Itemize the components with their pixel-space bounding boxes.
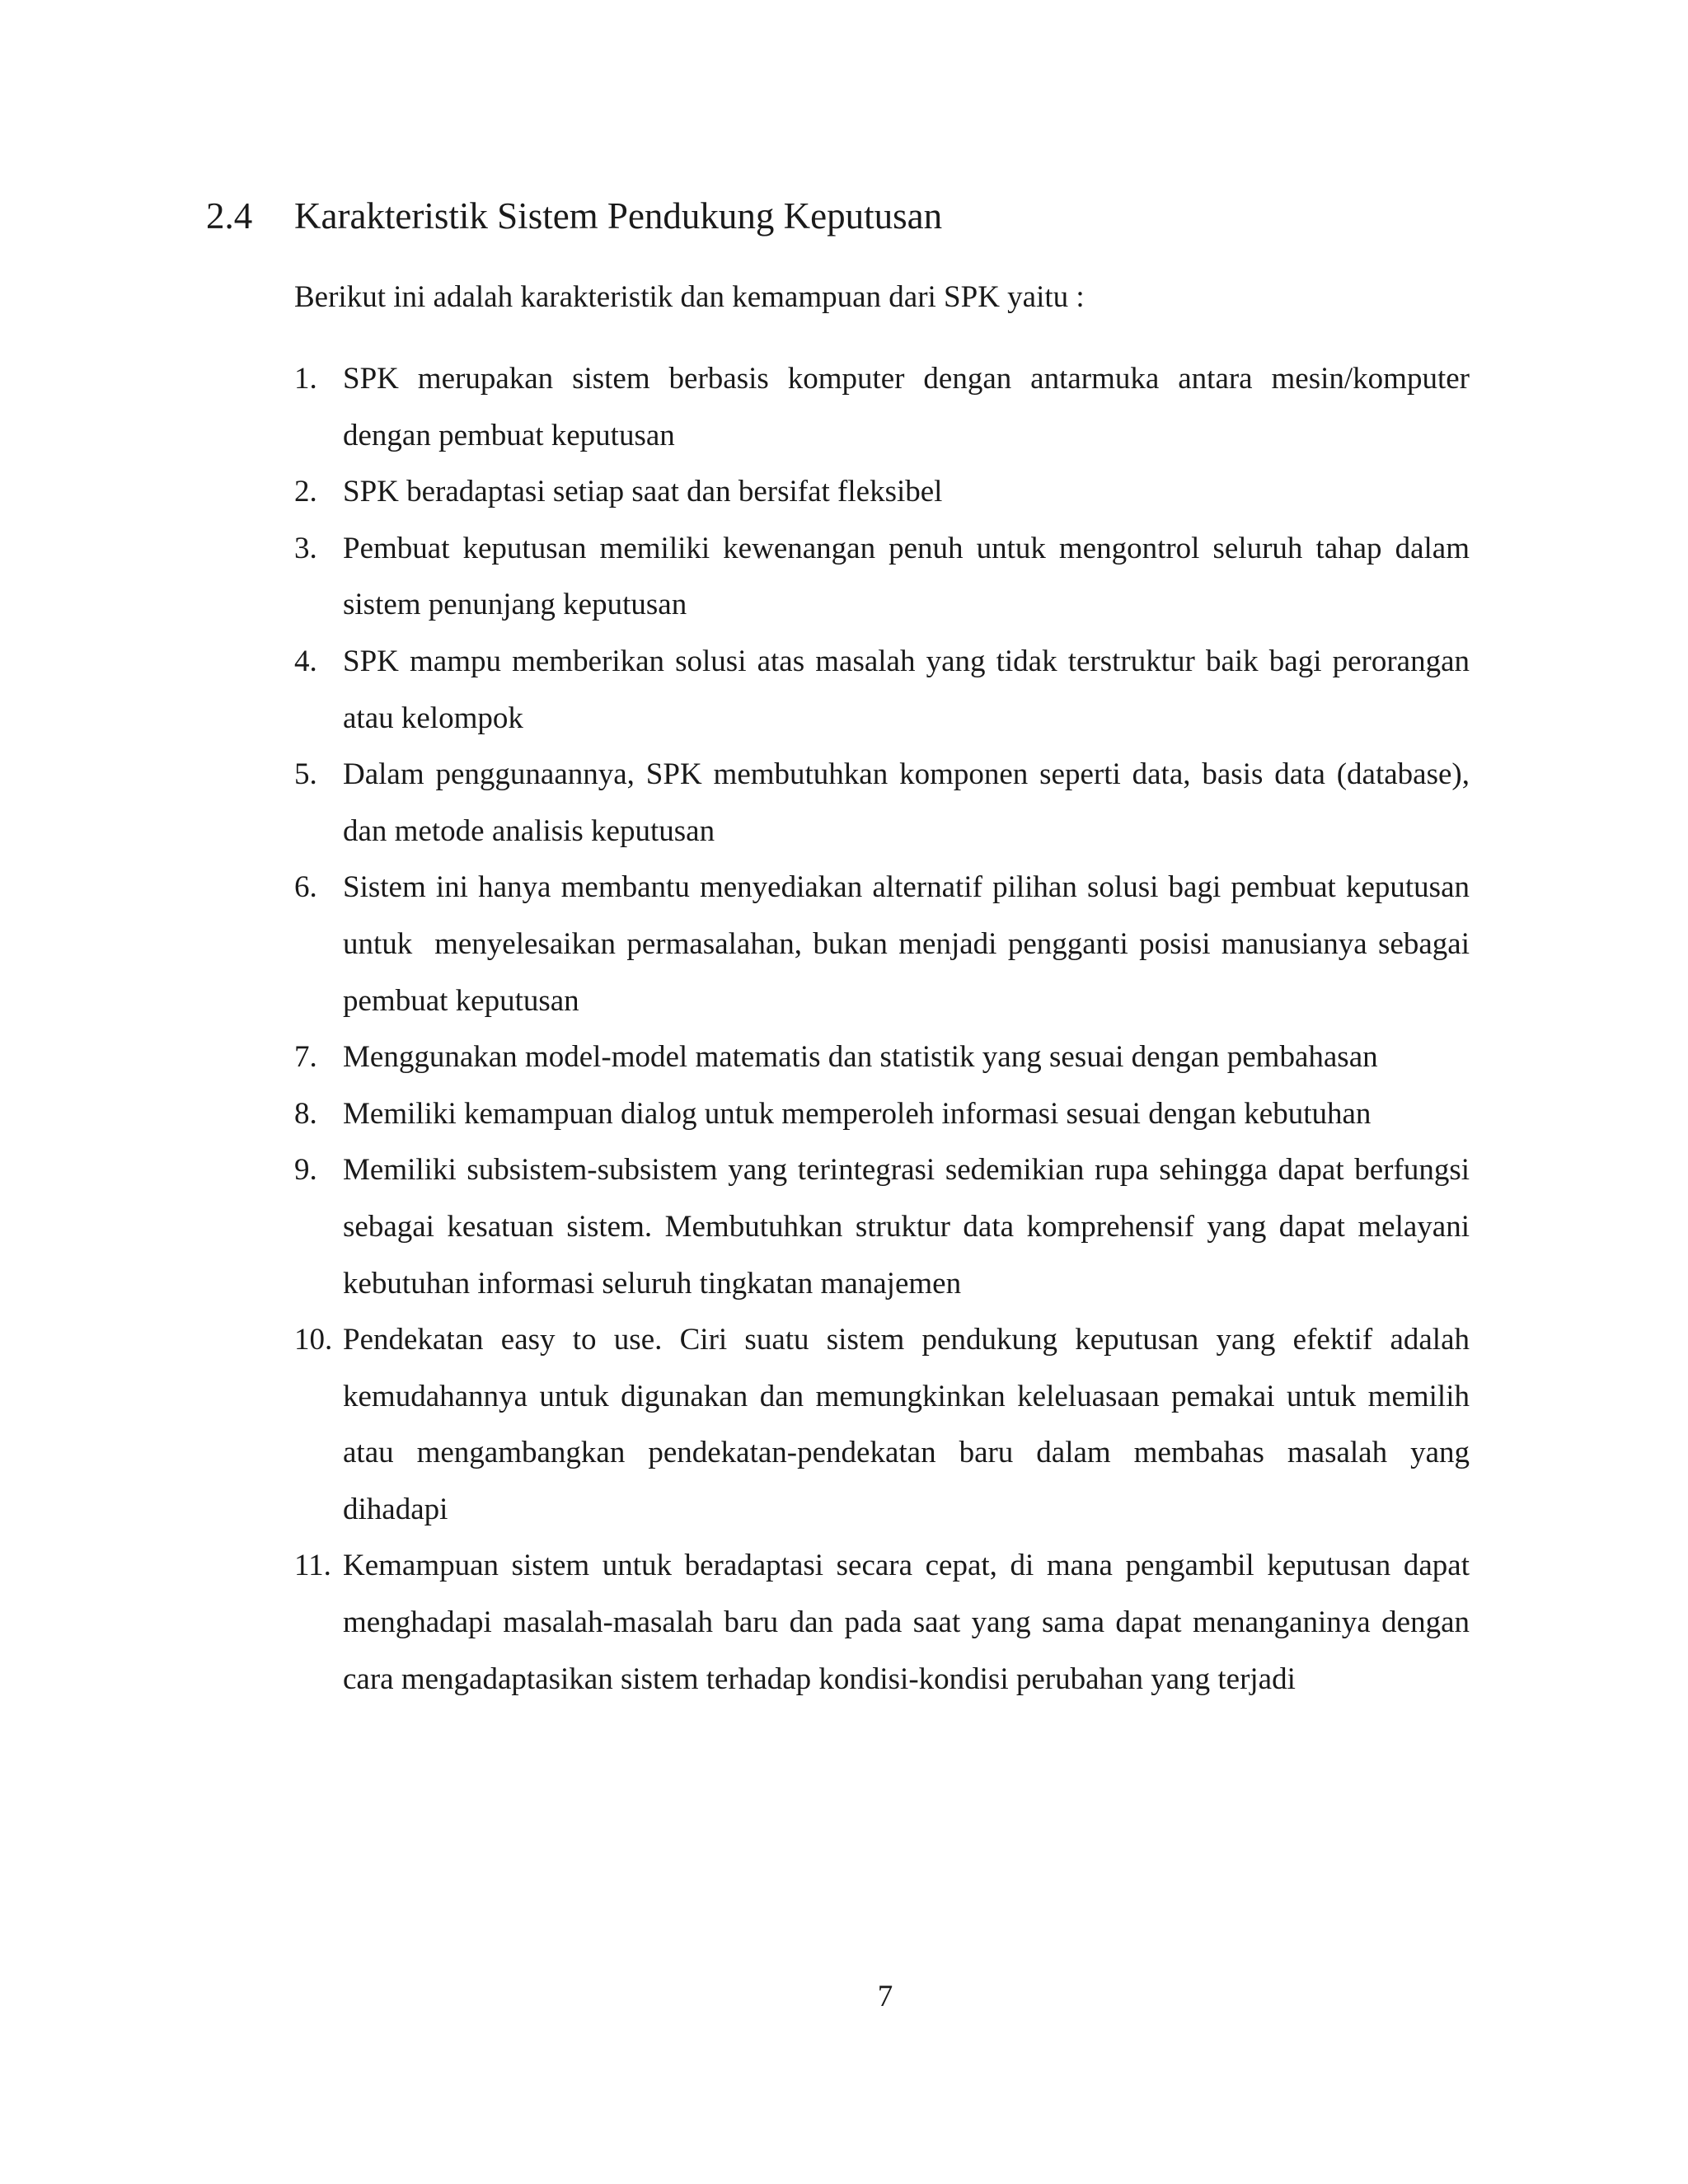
section-number: 2.4 (206, 195, 253, 237)
list-item (294, 1086, 1470, 1143)
list-item (294, 1142, 1470, 1312)
list-item (294, 860, 1478, 1029)
list-item-number: 10. (294, 1323, 333, 1357)
list-item (294, 1538, 1470, 1708)
list-item-text: Memiliki subsistem-subsistem yang terintegrasi sedemikian rupa sehingga dapat berfungsi sebagai kesatuan sistem. Membutuhkan struktur data komprehensif yang dapat melayani kebutuhan informasi seluruh tingkatan manajemen (343, 1153, 1470, 1301)
list-item-number: 2. (294, 475, 317, 509)
list-item (294, 464, 1470, 521)
list-item-text: Sistem ini hanya membantu menyediakan alternatif pilihan solusi bagi pembuat keputusan untuk menyelesaikan permasalahan, bukan menjadi pengganti posisi manusianya sebagai pembuat keputusan (343, 870, 1478, 1018)
list-item-number: 8. (294, 1096, 317, 1131)
list-item-text: SPK beradaptasi setiap saat dan bersifat fleksibel (343, 475, 943, 509)
section-heading (206, 191, 942, 241)
list-item-number: 4. (294, 644, 317, 678)
list-item-text: Pembuat keputusan memiliki kewenangan penuh untuk mengontrol seluruh tahap dalam sistem penunjang keputusan (343, 531, 1470, 622)
list-item (294, 521, 1470, 634)
list-item (294, 634, 1470, 747)
section-title: Karakteristik Sistem Pendukung Keputusan (294, 195, 943, 237)
list-item-number: 11. (294, 1549, 331, 1583)
list-item-text: Memiliki kemampuan dialog untuk memperoleh informasi sesuai dengan kebutuhan (343, 1096, 1372, 1131)
list-item-text: SPK merupakan sistem berbasis komputer dengan antarmuka antara mesin/komputer dengan pembuat keputusan (343, 362, 1470, 452)
list-item-text: Menggunakan model-model matematis dan statistik yang sesuai dengan pembahasan (343, 1040, 1378, 1075)
list-item-text: Dalam penggunaannya, SPK membutuhkan komponen seperti data, basis data (database), dan metode analisis keputusan (343, 757, 1470, 848)
characteristics-list (294, 351, 1478, 1708)
list-item-number: 1. (294, 362, 317, 396)
list-item-text: Kemampuan sistem untuk beradaptasi secara cepat, di mana pengambil keputusan dapat menghadapi masalah-masalah baru dan pada saat yang sama dapat menanganinya dengan cara mengadaptasikan sistem terhadap kondisi-kondisi perubahan yang terjadi (343, 1549, 1470, 1696)
list-item (294, 747, 1470, 860)
list-item-text: SPK mampu memberikan solusi atas masalah yang tidak terstruktur baik bagi perorangan atau kelompok (343, 644, 1470, 735)
list-item-number: 5. (294, 757, 317, 792)
page-number: 7 (877, 1980, 893, 2013)
list-item (294, 351, 1470, 464)
intro-paragraph: Berikut ini adalah karakteristik dan kemampuan dari SPK yaitu : (294, 280, 1085, 314)
list-item (294, 1029, 1470, 1086)
list-item-number: 3. (294, 531, 317, 565)
list-item (294, 1312, 1470, 1538)
list-item-number: 6. (294, 870, 317, 905)
list-item-text: Pendekatan easy to use. Ciri suatu sistem pendukung keputusan yang efektif adalah kemudahannya untuk digunakan dan memungkinkan keleluasaan pemakai untuk memilih atau mengambangkan pendekatan-pendekatan baru dalam membahas masalah yang dihadapi (343, 1323, 1470, 1526)
list-item-number: 7. (294, 1040, 317, 1075)
list-item-number: 9. (294, 1153, 317, 1188)
